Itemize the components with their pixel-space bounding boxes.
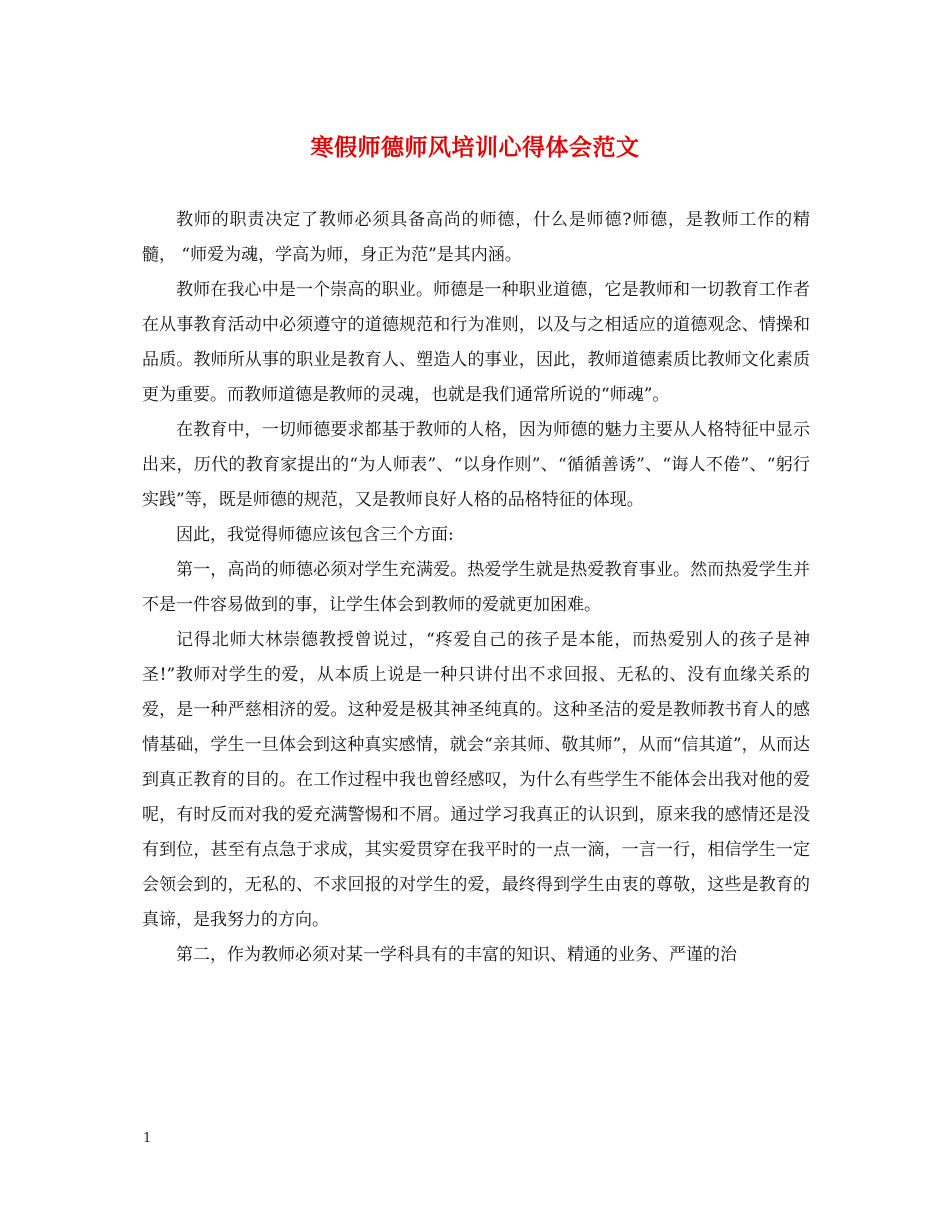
document-body xyxy=(142,203,810,973)
paragraph-7: 第二，作为教师必须对某一学科具有的丰富的知识、精通的业务、严谨的治 xyxy=(176,945,737,965)
paragraph-6: 记得北师大林崇德教授曾说过，“疼爱自己的孩子是本能，而热爱别人的孩子是神圣!”教师对学生的爱，从本质上说是一种只讲付出不求回报、无私的、没有血缘关系的爱，是一种严慈相济的爱。这种爱是极其神圣纯真的。这种圣洁的爱是教师教书育人的感情基础，学生一旦体会到这种真实感情，就会“亲其师、敬其师”，从而“信其道”，从而达到真正教育的目的。在工作过程中我也曾经感叹，为什么有些学生不能体会出我对他的爱呢，有时反而对我的爱充满警惕和不屑。通过学习我真正的认识到，原来我的感情还是没有到位，甚至有点急于求成，其实爱贯穿在我平时的一点一滴，一言一行，相信学生一定会领会到的，无私的、不求回报的对学生的爱，最终得到学生由衷的尊敬，这些是教育的真谛，是我努力的方向。 xyxy=(142,630,810,930)
paragraph-5: 第一，高尚的师德必须对学生充满爱。热爱学生就是热爱教育事业。然而热爱学生并不是一件容易做到的事，让学生体会到教师的爱就更加困难。 xyxy=(142,560,810,615)
document-title: 寒假师德师风培训心得体会范文 xyxy=(310,134,640,161)
paragraph-2: 教师在我心中是一个崇高的职业。师德是一种职业道德，它是教师和一切教育工作者在从事教育活动中必须遵守的道德规范和行为准则，以及与之相适应的道德观念、情操和品质。教师所从事的职业是教育人、塑造人的事业，因此，教师道德素质比教师文化素质更为重要。而教师道德是教师的灵魂，也就是我们通常所说的“师魂”。 xyxy=(142,280,810,405)
paragraph-3: 在教育中，一切师德要求都基于教师的人格，因为师德的魅力主要从人格特征中显示出来，历代的教育家提出的“为人师表”、“以身作则”、“循循善诱”、“诲人不倦”、“躬行实践”等，既是师德的规范，又是教师良好人格的品格特征的体现。 xyxy=(142,420,810,510)
page-number: 1 xyxy=(143,1131,152,1146)
paragraph-1: 教师的职责决定了教师必须具备高尚的师德，什么是师德?师德，是教师工作的精髓， “师爱为魂，学高为师，身正为范”是其内涵。 xyxy=(142,210,810,265)
paragraph-4: 因此，我觉得师德应该包含三个方面: xyxy=(176,525,454,545)
